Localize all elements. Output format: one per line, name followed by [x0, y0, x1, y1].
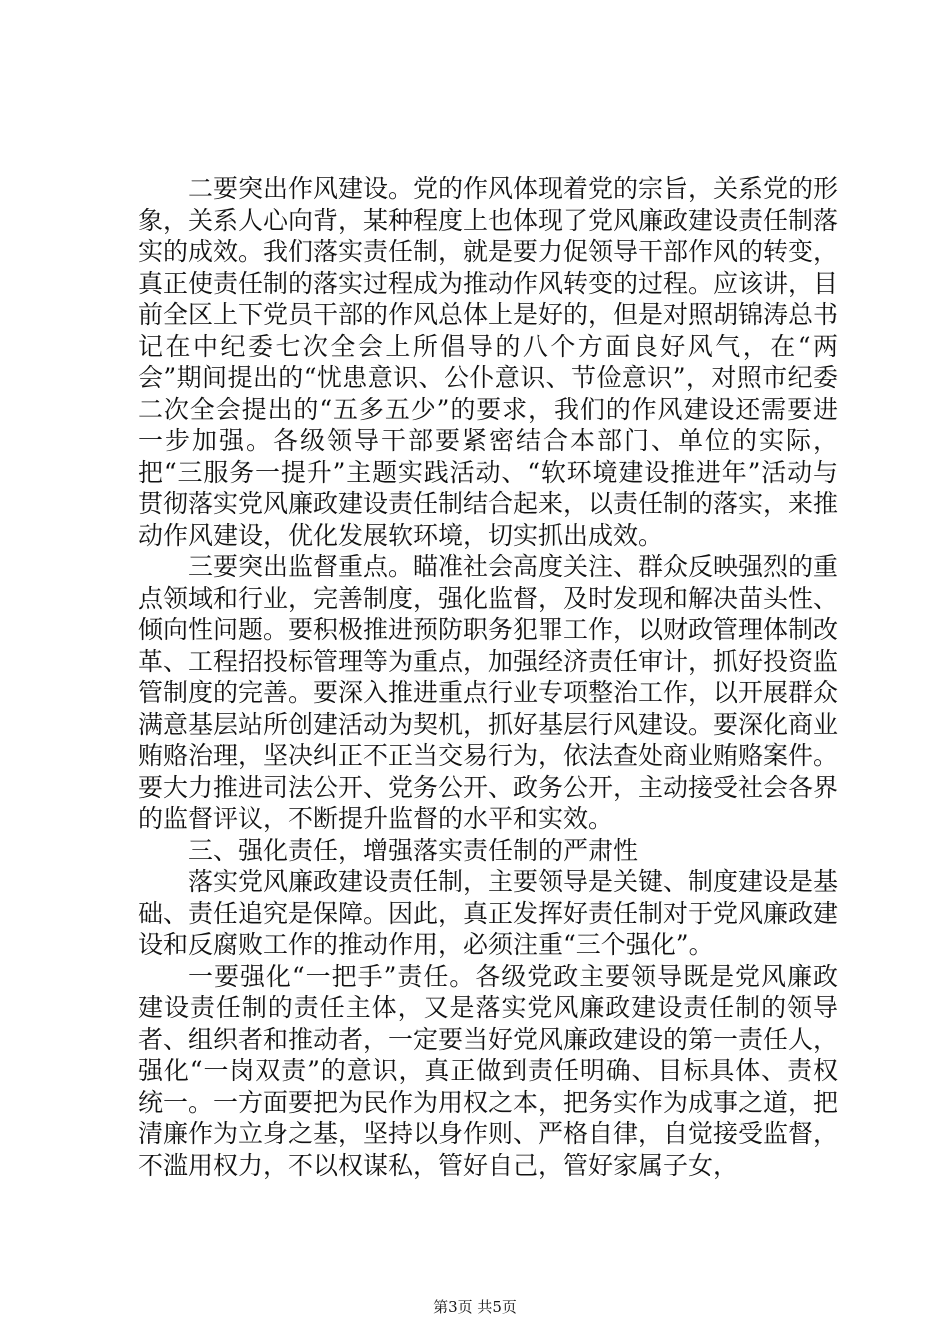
paragraph-supervision: 三要突出监督重点。瞄准社会高度关注、群众反映强烈的重点领域和行业，完善制度，强化监督，及时发现和解决苗头性、倾向性问题。要积极推进预防职务犯罪工作，以财政管理体制改革、工程招投标管理等为重点，加强经济责任审计，抓好投资监管制度的完善。要深入推进重点行业专项整治工作，以开展群众满意基层站所创建活动为契机，抓好基层行风建设。要深化商业贿赂治理，坚决纠正不正当交易行为，依法查处商业贿赂案件。要大力推进司法公开、党务公开、政务公开，主动接受社会各界的监督评议，不断提升监督的水平和实效。: [138, 552, 839, 833]
document-body: [138, 173, 838, 1181]
paragraph-work-style: 二要突出作风建设。党的作风体现着党的宗旨，关系党的形象，关系人心向背，某种程度上也体现了党风廉政建设责任制落实的成效。我们落实责任制，就是要力促领导干部作风的转变，真正使责任制的落实过程成为推动作风转变的过程。应该讲，目前全区上下党员干部的作风总体上是好的，但是对照胡锦涛总书记在中纪委七次全会上所倡导的八个方面良好风气，在“两会”期间提出的“忧患意识、公仆意识、节俭意识”，对照市纪委二次全会提出的“五多五少”的要求，我们的作风建设还需要进一步加强。各级领导干部要紧密结合本部门、单位的实际，把“三服务一提升”主题实践活动、“软环境建设推进年”活动与贯彻落实党风廉政建设责任制结合起来，以责任制的落实，来推动作风建设，优化发展软环境，切实抓出成效。: [138, 174, 839, 550]
page-footer: 第3页 共5页: [433, 1298, 517, 1316]
paragraph-responsibility-intro: 落实党风廉政建设责任制，主要领导是关键、制度建设是基础、责任追究是保障。因此，真正发挥好责任制对于党风廉政建设和反腐败工作的推动作用，必须注重“三个强化”。: [138, 867, 839, 959]
paragraph-leader-responsibility: 一要强化“一把手”责任。各级党政主要领导既是党风廉政建设责任制的责任主体，又是落实党风廉政建设责任制的领导者、组织者和推动者，一定要当好党风廉政建设的第一责任人，强化“一岗双责”的意识，真正做到责任明确、目标具体、责权统一。一方面要把为民作为用权之本，把务实作为成事之道，把清廉作为立身之基，坚持以身作则、严格自律，自觉接受监督，不滥用权力，不以权谋私，管好自己，管好家属子女，: [138, 961, 839, 1180]
section-heading: 三、强化责任，增强落实责任制的严肃性: [188, 835, 639, 865]
